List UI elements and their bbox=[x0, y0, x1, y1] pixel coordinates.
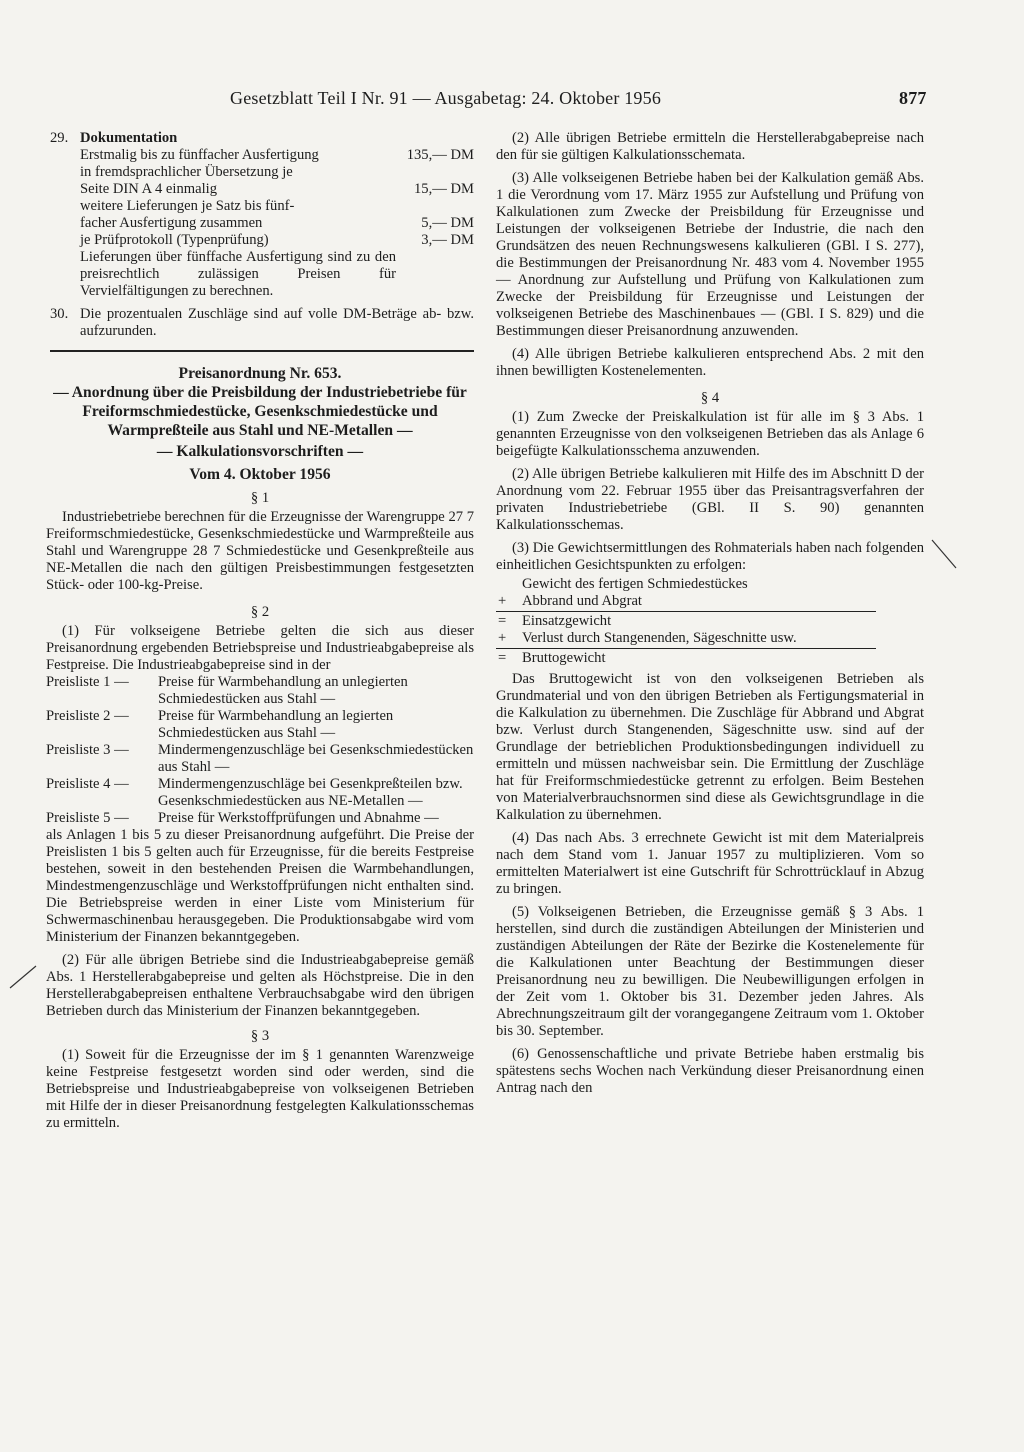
section-3-heading: § 3 bbox=[250, 1028, 270, 1044]
price-list-item: Preisliste 3 — Mindermengenzuschläge bei Gesenkschmiedestücken aus Stahl — bbox=[46, 742, 474, 775]
section-4-para-6: (6) Genossenschaftliche und private Betriebe haben erstmalig bis spätestens sechs Wochen nach Verkündung dieser Preisanordnung einen Antrag nach den bbox=[496, 1046, 924, 1096]
calc-row: + Abbrand und Abgrat bbox=[498, 593, 642, 609]
section-2-para-2: (2) Für alle übrigen Betriebe sind die Industrieabgabepreise gemäß Abs. 1 Herstellerabgabepreise und gelten als Höchstpreise. Die in den Herstellerabgabepreisen enthaltene Verbrauchsabgabe wird den übrigen Betrieben durch das Ministerium der Finanzen bekanntgegeben. bbox=[46, 952, 474, 1019]
price-line: in fremdsprachlicher Übersetzung je bbox=[80, 164, 293, 180]
margin-pencil-mark bbox=[6, 962, 40, 992]
left-column bbox=[46, 130, 474, 1132]
section-4-para-3-continued: Das Bruttogewicht ist von den volkseigenen Betrieben als Grundmaterial und von den übrigen Betrieben als Fertigungsmaterial in die Kalkulation zu übernehmen. Die Zuschläge für Abbrand und Abgrat bzw. Verlust durch Stangenenden, Sägeschnitte usw. sind auf der Grundlage der betrieblichen Produktionsbedingungen individuell zu ermitteln und müssen nachweisbar sein. Die Ermittlung der Zuschläge hat für Freiformschmiedestücke getrennt zu erfolgen. Beim Bestehen von Materialverbrauchsnormen sind diese als Gewichtsgrundlage in die Kalkulation zu übernehmen. bbox=[496, 671, 924, 823]
section-1-text: Industriebetriebe berechnen für die Erzeugnisse der Warengruppe 27 7 Freiformschmiedestücke, Gesenkschmiedestücke und Warmpreßteile aus Stahl und Warengruppe 28 7 Schmiedestücke und Gesenkpreßteile aus NE-Metallen die nach den gültigen Preisbestimmungen festgesetzten Stück- oder 100-kg-Preise. bbox=[46, 509, 474, 593]
section-2-para-1: (1) Für volkseigene Betriebe gelten die sich aus dieser Preisanordnung ergebenden Betriebspreise und Industrieabgabepreise als Festpreise. Die Industrieabgabepreise sind in der bbox=[46, 623, 474, 673]
price-line: facher Ausfertigung zusammen 5,— DM bbox=[80, 215, 474, 231]
item-29-price-lines bbox=[80, 147, 474, 249]
order-kind: — Kalkulationsvorschriften — bbox=[156, 443, 364, 460]
page-header bbox=[230, 88, 930, 109]
item-30-number: 30. bbox=[50, 306, 69, 322]
price-line: Erstmalig bis zu fünffacher Ausfertigung 135,— DM bbox=[80, 147, 474, 163]
section-3-para-3: (3) Alle volkseigenen Betriebe haben bei der Kalkulation gemäß Abs. 1 die Verordnung vom 17. März 1955 zur Aufstellung und Prüfung von Kalkulationen zum Zwecke der Preisbildung für Erzeugnisse und Leistungen der volkseigenen Betriebe der Industrie, die nach den Grundsätzen des neuen Rechnungswesens kalkulieren (GBl. I S. 277), die Bestimmungen der Preisanordnung Nr. 483 vom 4. November 1955 — Anordnung zur Aufstellung und Prüfung von Kalkulationen zum Zwecke der Preisbildung für Erzeugnisse und Leistungen der volkseigenen Betriebe des Maschinenbaues — (GBl. I S. 829) und die Bestimmungen dieser Preisanordnung anzuwenden. bbox=[496, 170, 924, 339]
section-3-para-1: (1) Soweit für die Erzeugnisse der im § 1 genannten Warenzweige keine Festpreise festgesetzt worden sind oder werden, sind die Betriebspreise und Industrieabgabepreise von volkseigenen Betrieben mit Hilfe der in dieser Preisanordnung festgelegten Kalkulationsschemas zu ermitteln. bbox=[46, 1047, 474, 1131]
section-2-heading: § 2 bbox=[250, 604, 270, 620]
order-subtitle: — Anordnung über die Preisbildung der Industriebetriebe für Freiformschmiedestücke, Gesenkschmiedestücke und Warmpreßteile aus Stahl und NE-Metallen — bbox=[53, 384, 467, 439]
section-4-para-4: (4) Das nach Abs. 3 errechnete Gewicht ist mit dem Materialpreis nach dem Stand vom 1. Januar 1957 zu multiplizieren. Vom so ermittelten Materialwert ist eine Gutschrift für Schrottrücklauf in Abzug zu bringen. bbox=[496, 830, 924, 897]
item-30 bbox=[46, 306, 474, 340]
order-title: Preisanordnung Nr. 653. bbox=[178, 365, 342, 382]
section-4-heading: § 4 bbox=[700, 390, 720, 406]
calc-rule bbox=[496, 648, 876, 649]
item-30-text: Die prozentualen Zuschläge sind auf volle DM-Beträge ab- bzw. aufzurunden. bbox=[80, 306, 474, 339]
item-29 bbox=[46, 130, 474, 300]
section-3-para-2: (2) Alle übrigen Betriebe ermitteln die Herstellerabgabepreise nach den für sie gültigen Kalkulationsschemata. bbox=[496, 130, 924, 163]
calc-row: Gewicht des fertigen Schmiedestückes bbox=[522, 576, 748, 592]
price-list-item: Preisliste 1 — Preise für Warmbehandlung an unlegierten Schmiedestücken aus Stahl — bbox=[46, 674, 408, 707]
calc-rule bbox=[496, 611, 876, 612]
item-29-title: Dokumentation bbox=[80, 130, 178, 146]
price-list-item: Preisliste 5 — Preise für Werkstoffprüfungen und Abnahme — bbox=[46, 810, 439, 826]
price-line: weitere Lieferungen je Satz bis fünf- bbox=[80, 198, 295, 214]
weight-calculation bbox=[496, 576, 924, 667]
calc-row: = Bruttogewicht bbox=[498, 650, 606, 666]
margin-pencil-mark bbox=[928, 534, 962, 574]
calc-row: = Einsatzgewicht bbox=[498, 613, 612, 629]
price-list-item: Preisliste 4 — Mindermengenzuschläge bei Gesenkpreßteilen bzw. Gesenkschmiedestücken aus NE-Metallen — bbox=[46, 776, 463, 809]
right-column bbox=[496, 130, 924, 1097]
price-list-item: Preisliste 2 — Preise für Warmbehandlung an legierten Schmiedestücken aus Stahl — bbox=[46, 708, 394, 741]
section-3-para-4: (4) Alle übrigen Betriebe kalkulieren entsprechend Abs. 2 mit den ihnen bewilligten Kostenelementen. bbox=[496, 346, 924, 379]
section-4-para-3: (3) Die Gewichtsermittlungen des Rohmaterials haben nach folgenden einheitlichen Gesichtspunkten zu erfolgen: bbox=[496, 540, 924, 573]
price-list-enumeration bbox=[46, 674, 474, 827]
item-29-number: 29. bbox=[50, 130, 69, 146]
section-4-para-2: (2) Alle übrigen Betriebe kalkulieren mit Hilfe des im Abschnitt D der Anordnung vom 22. Februar 1955 über das Preisantragsverfahren der privaten Industriebetriebe (GBl. II S. 90) genannten Kalkulationsschemas. bbox=[496, 466, 924, 533]
header-title: Gesetzblatt Teil I Nr. 91 — Ausgabetag: 24. Oktober 1956 bbox=[230, 88, 662, 108]
section-4-para-5: (5) Volkseigenen Betrieben, die Erzeugnisse gemäß § 3 Abs. 1 herstellen, sind durch die zuständigen Abteilungen der Ministerien und zuständigen Abteilungen der Räte der Bezirke die Kostenelemente für die Kalkulationen unter Beachtung der Bestimmungen dieser Preisanordnung neu zu bewilligen. Die Neubewilligungen erfolgen in der Zeit vom 1. Oktober bis 31. Dezember jeden Jahres. Als Abrechnungszeitraum gilt der vorangegangene Zeitraum vom 1. Oktober bis 30. September. bbox=[496, 904, 924, 1039]
order-date: Vom 4. Oktober 1956 bbox=[189, 466, 331, 483]
section-4-para-1: (1) Zum Zwecke der Preiskalkulation ist für alle im § 3 Abs. 1 genannten Erzeugnisse von den volkseigenen Betrieben das als Anlage 6 beigefügte Kalkulationsschema anzuwenden. bbox=[496, 409, 924, 459]
price-line: Seite DIN A 4 einmalig 15,— DM bbox=[80, 181, 474, 197]
item-29-note: Lieferungen über fünffache Ausfertigung sind zu den preisrechtlich zulässigen Preisen für Vervielfältigungen zu berechnen. bbox=[80, 249, 396, 299]
calc-row: + Verlust durch Stangenenden, Sägeschnitte usw. bbox=[498, 630, 797, 646]
section-divider bbox=[50, 350, 474, 352]
page-number: 877 bbox=[899, 88, 927, 108]
section-1-heading: § 1 bbox=[250, 490, 270, 506]
price-line: je Prüfprotokoll (Typenprüfung) 3,— DM bbox=[80, 232, 474, 248]
section-2-para-1-continued: als Anlagen 1 bis 5 zu dieser Preisanordnung aufgeführt. Die Preise der Preislisten 1 bis 5 gelten auch für Erzeugnisse, für die bereits Festpreise bestehen, soweit in den bestehenden Preisen die Warmbehandlungen, Mindestmengenzuschläge und Werkstoffprüfungen nicht enthalten sind. Die Betriebspreise werden in einer Liste vom Ministerium für Schwermaschinenbau herausgegeben. Die Produktionsabgabe wird vom Ministerium der Finanzen bekanntgegeben. bbox=[46, 827, 474, 945]
